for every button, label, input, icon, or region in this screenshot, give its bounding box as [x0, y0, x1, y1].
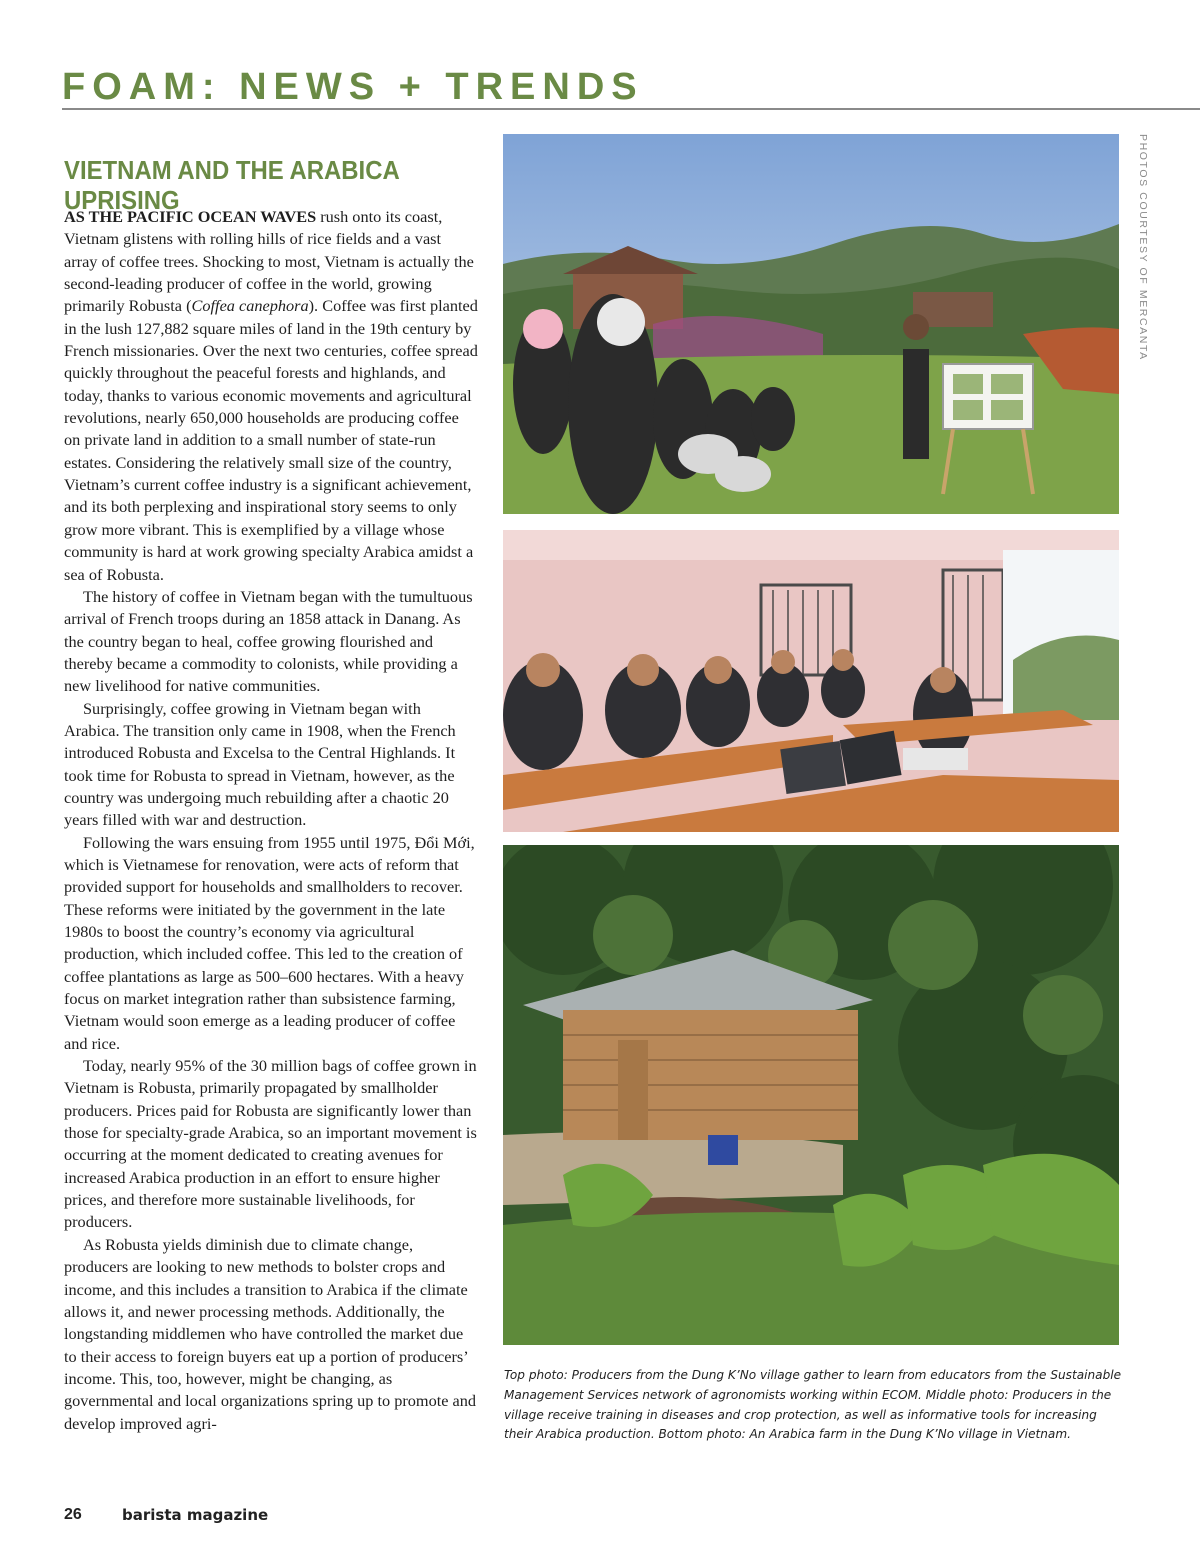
species-name: Coffea canephora — [191, 296, 309, 316]
photo-caption: Top photo: Producers from the Dung K’No village gather to learn from educators from the Sustainable Management Services network of agronomists working within ECOM. Middle photo: Producers in the village receive training in diseases and crop protection, as well as informative tools for increasing their Arabica production. Bottom photo: An Arabica farm in the Dung K’No village in Vietnam. — [504, 1368, 1122, 1442]
paragraph-2: The history of coffee in Vietnam began with the tumultuous arrival of French troops during an 1858 attack in Danang. As the country began to heal, coffee growing flourished and thereby became a commodity to colonists, while providing a new livelihood for native communities. — [64, 586, 473, 696]
header-rule — [62, 108, 1200, 110]
paragraph-3: Surprisingly, coffee growing in Vietnam began with Arabica. The transition only came in 1908, when the French introduced Robusta and Excelsa to the Central Highlands. It took time for Robusta to spread in Vietnam, however, as the country was undergoing much rebuilding after a chaotic 20 years filled with war and destruction. — [64, 698, 456, 830]
paragraph-1-text-b: ). Coffee was first planted in the lush 127,882 square miles of land in the 19th century by French missionaries. Over the next two centuries, coffee spread quickly throughout the peaceful forests and highlands, and today, thanks to various economic movements and agricultural revolutions, nearly 650,000 households are producing coffee on private land in addition to a small number of state-run estates. Considering the relatively small size of the country, Vietnam’s current coffee industry is a significant achievement, and its both perplexing and inspirational story seems to only grow more vibrant. This is exemplified by a village whose community is hard at work growing specialty Arabica amidst a sea of Robusta. — [64, 296, 478, 584]
paragraph-1-text-a: rush onto its coast, Vietnam glistens with rolling hills of rice fields and a vast array of coffee trees. Shocking to most, Vietnam is actually the second-leading producer of coffee in the world, growing primarily Robusta ( — [64, 207, 474, 316]
classroom-training-image — [503, 530, 1119, 832]
paragraph-4: Following the wars ensuing from 1955 until 1975, Đổi Mới, which is Vietnamese for renovation, were acts of reform that provided support for households and smallholders to recover. These reforms were initiated by the government in the late 1980s to boost the country’s economy via agricultural production, which included coffee. This led to the creation of coffee plantations as large as 500–600 hectares. With a heavy focus on market integration rather than subsistence farming, Vietnam would soon emerge as a leading producer of coffee and rice. — [64, 832, 475, 1053]
photo-classroom-training — [503, 530, 1119, 832]
publication-name: barista magazine — [122, 1506, 269, 1524]
paragraph-5: Today, nearly 95% of the 30 million bags of coffee grown in Vietnam is Robusta, primarily propagated by smallholder producers. Prices paid for Robusta are significantly lower than those for specialty-grade Arabica, so an important movement is occurring at the moment dedicated to creating avenues for increased Arabica production in an effort to ensure higher prices, and therefore more sustainable livelihoods, for producers. — [64, 1056, 477, 1232]
page-number: 26 — [64, 1506, 82, 1523]
outdoor-gathering-image — [503, 134, 1119, 514]
photo-credit: PHOTOS COURTESY OF MERCANTA — [1137, 134, 1149, 361]
photo-arabica-farm — [503, 845, 1119, 1345]
article-title: VIETNAM AND THE ARABICA UPRISING — [64, 155, 399, 216]
paragraph-6: As Robusta yields diminish due to climate change, producers are looking to new methods to bolster crops and income, and this includes a transition to Arabica if the climate allows it, and newer processing methods. Additionally, the longstanding middlemen who have controlled the market due to their access to foreign buyers eat up a portion of producers’ income. This, too, however, might be changing, as governmental and local organizations spring up to promote and develop improved agri- — [64, 1234, 477, 1433]
photo-outdoor-gathering — [503, 134, 1119, 514]
section-header: FOAM: NEWS + TRENDS — [62, 66, 644, 108]
paragraph-1 — [64, 206, 478, 586]
lead-in: AS THE PACIFIC OCEAN WAVES — [64, 207, 317, 226]
article-body — [64, 206, 478, 1435]
arabica-farm-image — [503, 845, 1119, 1345]
